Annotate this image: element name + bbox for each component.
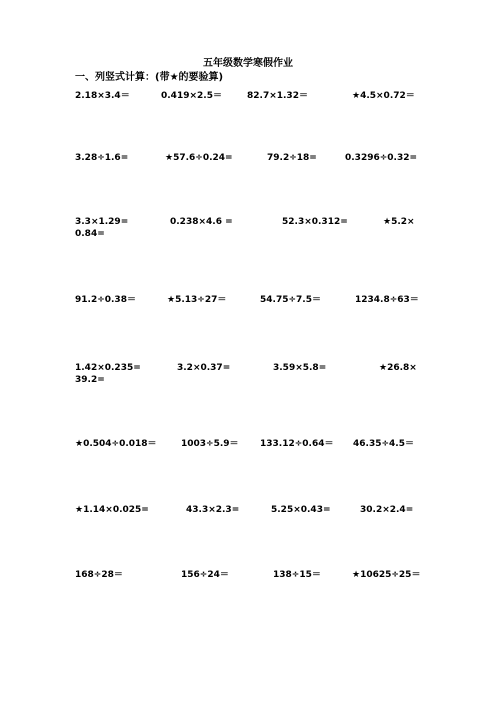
problem: 46.35÷4.5＝ [353, 439, 414, 449]
problem-row [75, 438, 420, 468]
problem: 91.2÷0.38＝ [75, 295, 136, 305]
problem-row [75, 569, 420, 599]
problem: 133.12÷0.64＝ [260, 439, 334, 449]
section-heading: 一、列竖式计算：(带★的要验算) [75, 72, 224, 83]
problem-row [75, 216, 420, 246]
problem: ★4.5×0.72＝ [352, 91, 415, 101]
problem: ★5.13÷27＝ [167, 295, 227, 305]
problem-row [75, 362, 420, 392]
problem: 156÷24＝ [181, 570, 229, 580]
problem: 0.238×4.6 = [170, 217, 233, 227]
problem: ★26.8× [379, 363, 417, 373]
problem: ★1.14×0.025= [75, 505, 149, 515]
problem-row [75, 152, 420, 182]
problem-continuation: 0.84= [75, 229, 105, 239]
problem: 54.75÷7.5＝ [260, 295, 321, 305]
problem: 1234.8÷63＝ [355, 295, 419, 305]
problem: 5.25×0.43= [271, 505, 331, 515]
problem: ★0.504÷0.018＝ [75, 439, 157, 449]
problem: 30.2×2.4= [360, 505, 414, 515]
problem: 0.3296÷0.32= [345, 153, 418, 163]
problem: ★5.2× [383, 217, 415, 227]
problem-row [75, 504, 420, 534]
problem-row [75, 90, 420, 120]
problem: 3.2×0.37= [177, 363, 231, 373]
page-title: 五年级数学寒假作业 [203, 58, 293, 69]
problem: 168÷28＝ [75, 570, 123, 580]
problem-row [75, 294, 420, 324]
problem: 3.28÷1.6= [75, 153, 129, 163]
problem-continuation: 39.2= [75, 375, 105, 385]
problem: 3.59×5.8= [273, 363, 327, 373]
problem: ★10625÷25＝ [352, 570, 421, 580]
problem: 1003÷5.9＝ [181, 439, 239, 449]
problem: 52.3×0.312= [282, 217, 348, 227]
problem: 43.3×2.3= [186, 505, 240, 515]
problem: 1.42×0.235= [75, 363, 141, 373]
problem: 79.2÷18= [267, 153, 317, 163]
problem: 138÷15＝ [273, 570, 321, 580]
problem: 2.18×3.4＝ [75, 91, 130, 101]
problem: 82.7×1.32＝ [247, 91, 308, 101]
problem: 0.419×2.5＝ [161, 91, 222, 101]
problem: 3.3×1.29= [75, 217, 129, 227]
problem: ★57.6÷0.24= [165, 153, 233, 163]
